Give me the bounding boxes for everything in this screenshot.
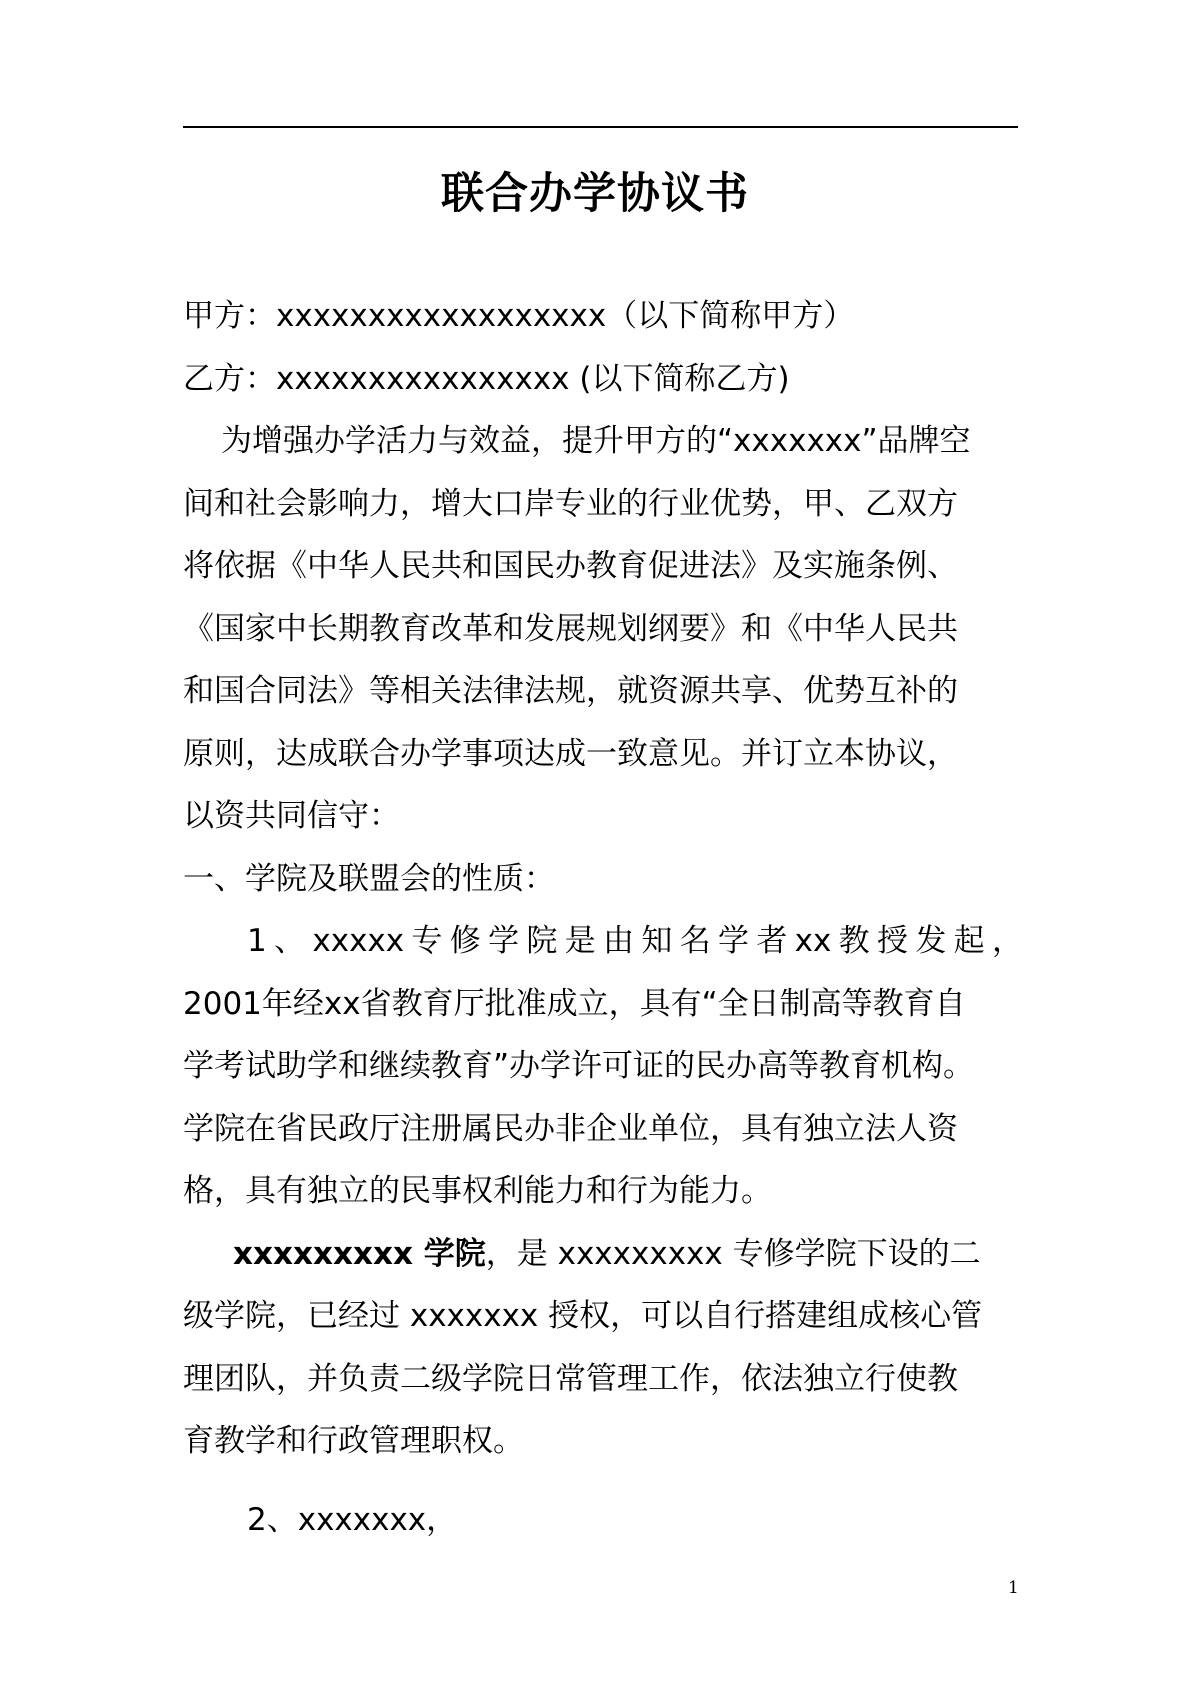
section-heading: 一、学院及联盟会的性质： — [183, 860, 555, 897]
preamble-line: 将依据《中华人民共和国民办教育促进法》及实施条例、 — [183, 548, 958, 584]
clause-line: 2、xxxxxxx， — [247, 1501, 458, 1538]
preamble-line: 原则，达成联合办学事项达成一致意见。并订立本协议， — [183, 735, 958, 772]
clause-line: 学院在省民政厅注册属民办非企业单位，具有独立法人资 — [183, 1110, 958, 1147]
clause-line — [183, 1229, 1023, 1292]
document-body — [183, 291, 1023, 1557]
clause-text: ，是 xxxxxxxxx 专修学院下设的二 — [485, 1235, 981, 1272]
header-rule — [183, 126, 1018, 128]
preamble-line: 为增强办学活力与效益，提升甲方的“xxxxxxx”品牌空 — [221, 423, 971, 459]
clause-line: 2001年经xx省教育厅批准成立，具有“全日制高等教育自 — [183, 985, 966, 1022]
party-b-line: 乙方：xxxxxxxxxxxxxxxx (以下简称乙方) — [183, 360, 790, 397]
preamble-line: 间和社会影响力，增大口岸专业的行业优势，甲、乙双方 — [183, 485, 958, 522]
party-a-line: 甲方：xxxxxxxxxxxxxxxxxx（以下简称甲方） — [183, 298, 855, 334]
preamble-line: 《国家中长期教育改革和发展规划纲要》和《中华人民共 — [183, 610, 958, 647]
clause-line: 格，具有独立的民事权利能力和行为能力。 — [183, 1173, 772, 1209]
clause-line: 级学院，已经过 xxxxxxx 授权，可以自行搭建组成核心管 — [183, 1298, 983, 1334]
page-number: 1 — [1008, 1578, 1019, 1598]
clause-line: 学考试助学和继续教育”办学许可证的民办高等教育机构。 — [183, 1048, 975, 1084]
document-title: 联合办学协议书 — [441, 169, 749, 219]
clause-line: 育教学和行政管理职权。 — [183, 1423, 524, 1459]
preamble-line: 和国合同法》等相关法律法规，就资源共享、优势互补的 — [183, 673, 958, 709]
college-name-bold: xxxxxxxxx 学院 — [233, 1235, 486, 1272]
clause-line: 理团队，并负责二级学院日常管理工作，依法独立行使教 — [183, 1360, 958, 1397]
preamble-line: 以资共同信守： — [183, 798, 400, 834]
clause-line: 1、xxxxx专修学院是由知名学者xx教授发起， — [247, 923, 1023, 959]
